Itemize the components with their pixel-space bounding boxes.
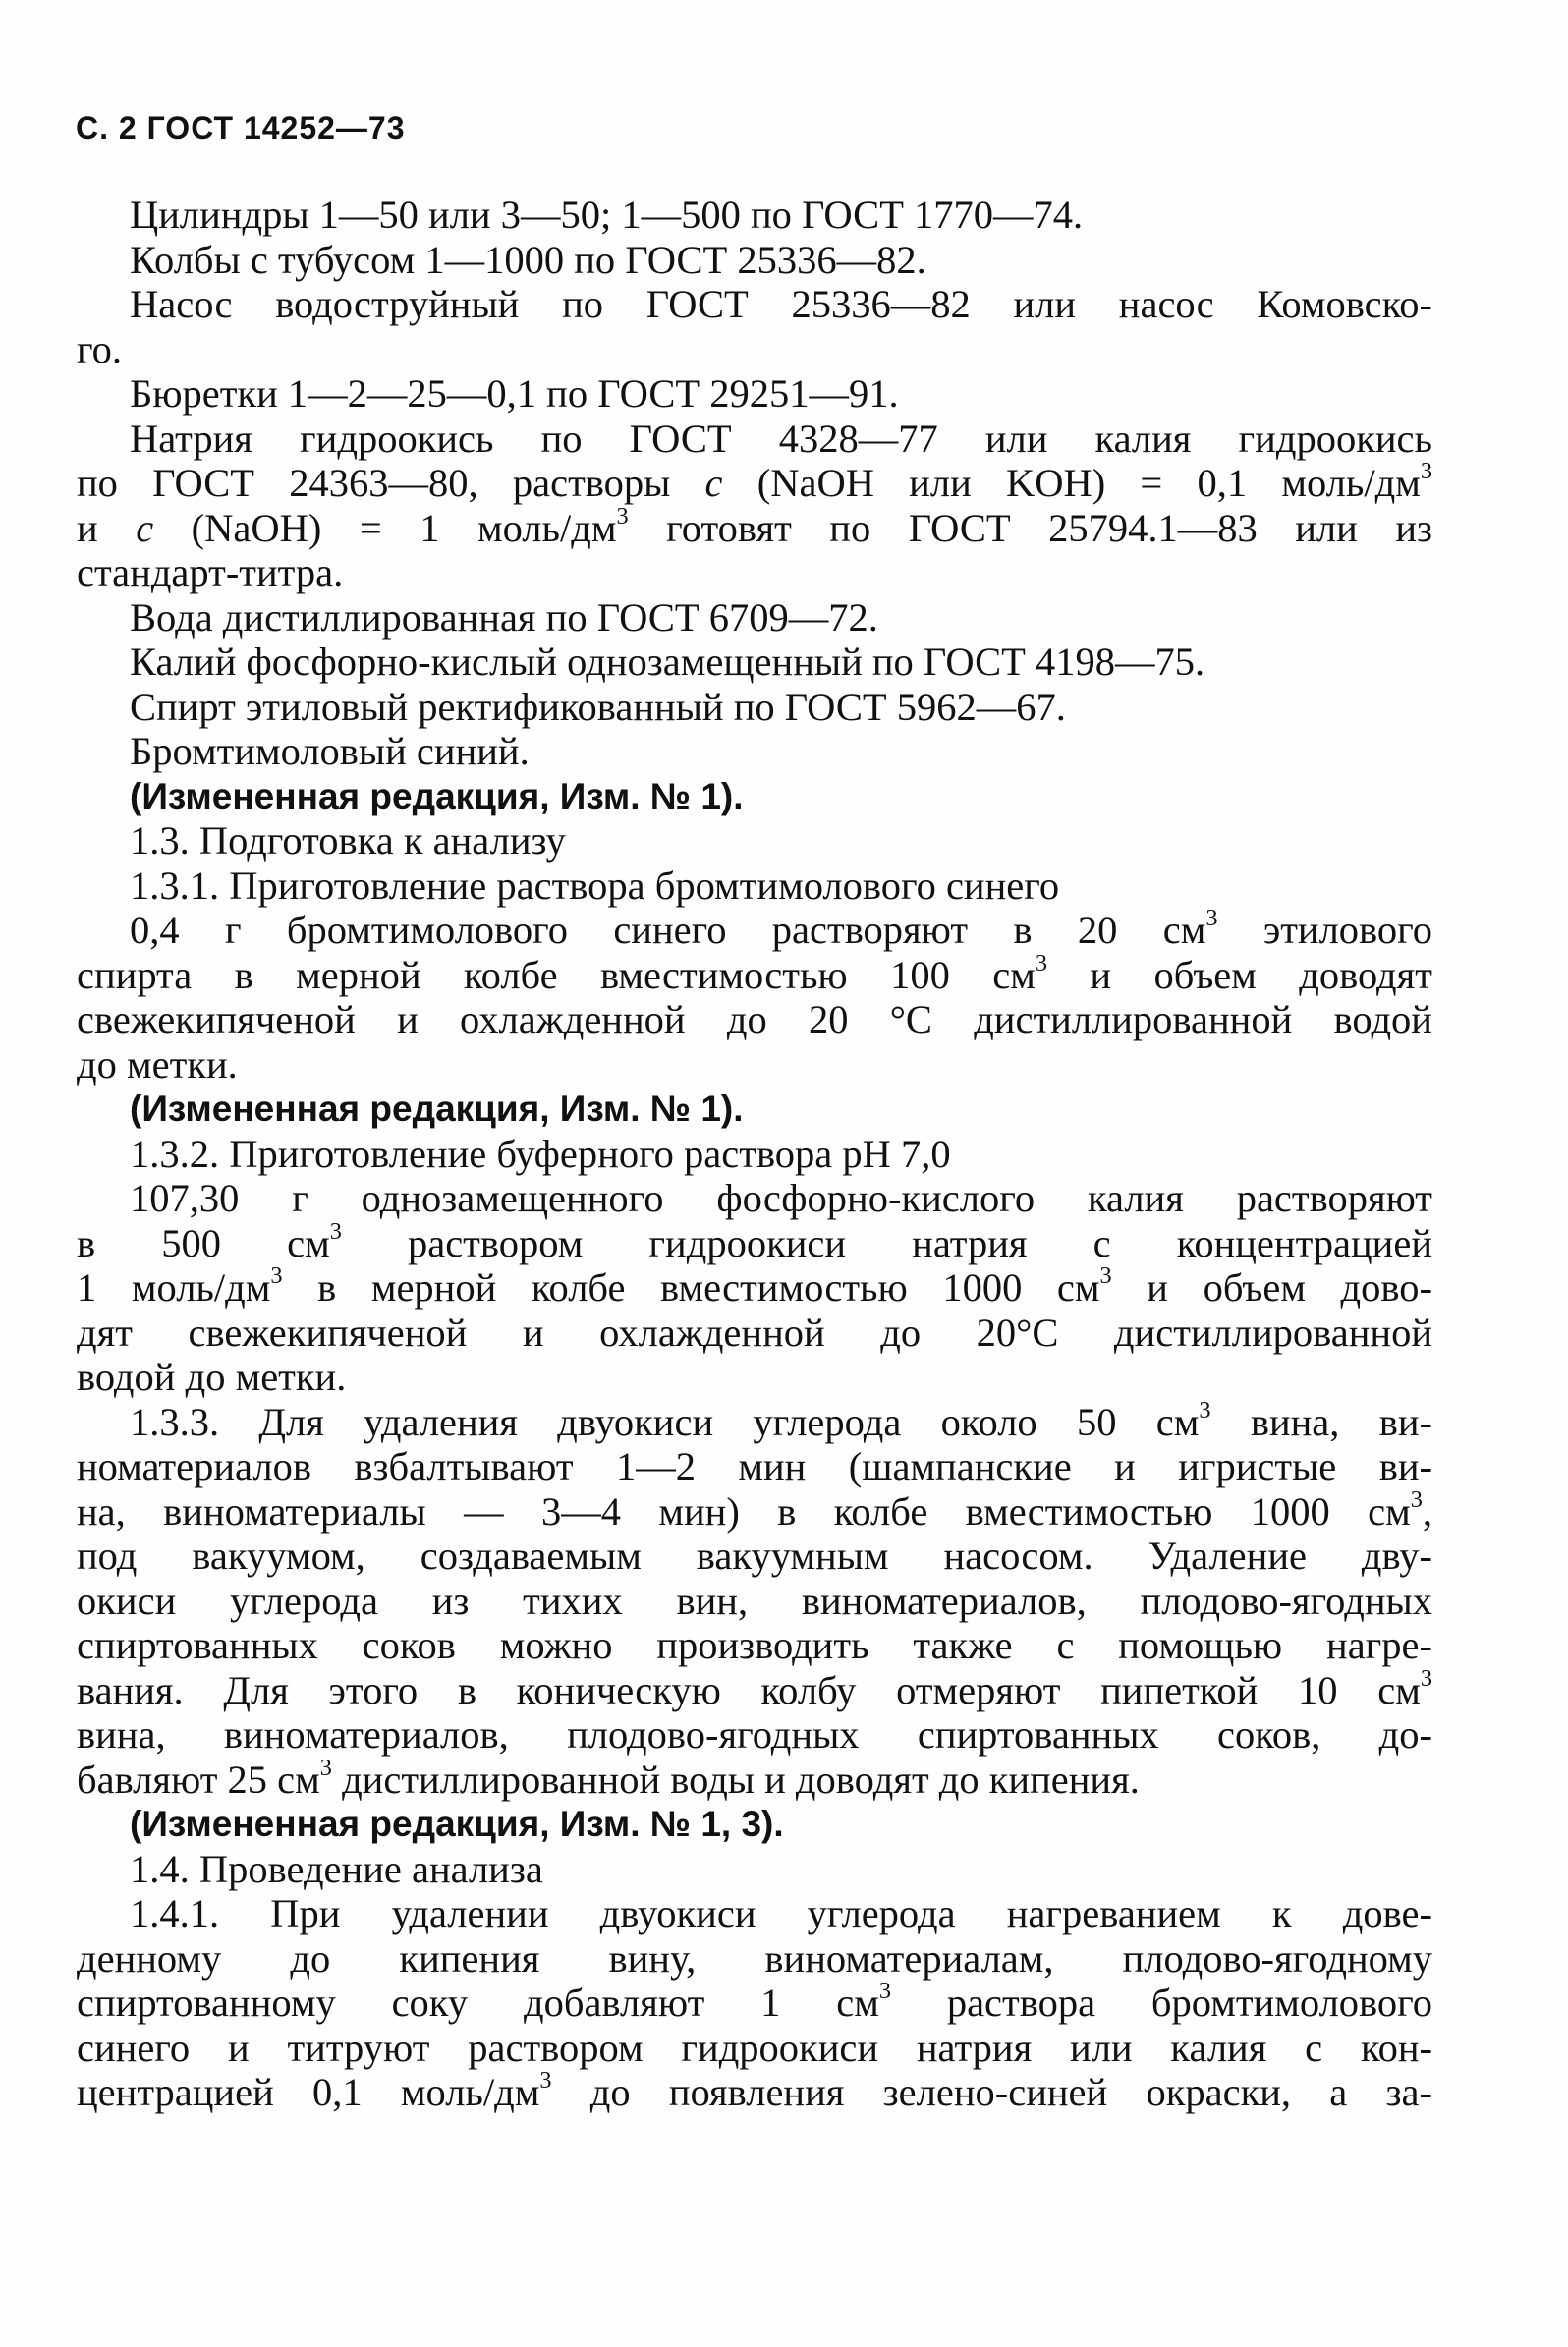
text-line: Калий фосфорно-кислый однозамещенный по ГОСТ 4198—75. <box>130 640 1205 684</box>
text-paragraph: 0,4 г бромтимолового синего растворяют в 20 $см^3$ этилового спирта в мерной колбе вместимостью 100 $см^3$ и объем доводят свежекипяченой и охлажденной до 20 °С дистиллированной водой до метки. <box>77 904 1432 1087</box>
text-line: Бюретки 1—2—25—0,1 по ГОСТ 29251—91. <box>130 371 899 416</box>
page-header: С. 2 ГОСТ 14252—73 <box>76 110 406 145</box>
text-paragraph: 1.4.1. При удалении двуокиси углерода нагреванием к дове- денному до кипения вину, виноматериалам, плодово-ягодному спиртованному соку добавляют 1 $см^3$ раствора бромтимолового синего и титруют раствором гидроокиси натрия или калия с кон- центрацией 0,1 моль/$дм^3$ до появления зелено-синей окраски, а за- <box>77 1891 1432 2114</box>
section-heading: 1.3. Подготовка к анализу <box>130 818 566 863</box>
text-paragraph: 1.3.3. Для удаления двуокиси углерода около 50 $см^3$ вина, ви- номатериалов взбалтывают 1—2 мин (шампанские и игристые ви- на, виноматериалы — 3—4 мин) в колбе вместимостью 1000 $см^3$, под вакуумом, создаваемым вакуумным насосом. Удаление дву- окиси углерода из тихих вин, виноматериалов, плодово-ягодных спиртованных соков можно производить также с помощью нагре- вания. Для этого в коническую колбу отмеряют пипеткой 10 $см^3$ вина, виноматериалов, плодово-ягодных спиртованных соков, до- бавляют 25 $см^3$ дистиллированной воды и доводят до кипения. <box>77 1396 1432 1802</box>
text-paragraph: Натрия гидроокись по ГОСТ 4328—77 или калия гидроокись по ГОСТ 24363—80, растворы c (NaOH или KOH) = 0,1 моль/$дм^3$ и c (NaOH) = 1 моль/$дм^3$ готовят по ГОСТ 25794.1—83 или из стандарт-титра. <box>77 416 1432 594</box>
subsection-heading: 1.3.1. Приготовление раствора бромтимолового синего <box>130 863 1060 908</box>
amendment-note: (Измененная редакция, Изм. № 1). <box>130 1089 744 1129</box>
text-line: Спирт этиловый ректификованный по ГОСТ 5962—67. <box>130 684 1066 729</box>
section-heading: 1.4. Проведение анализа <box>130 1846 543 1891</box>
text-line: Цилиндры 1—50 или 3—50; 1—500 по ГОСТ 1770—74. <box>130 193 1084 237</box>
subsection-heading: 1.3.2. Приготовление буферного раствора pH 7,0 <box>130 1131 951 1176</box>
text-line: Бромтимоловый синий. <box>130 729 530 773</box>
text-paragraph: 107,30 г однозамещенного фосфорно-кислого калия растворяют в 500 $см^3$ раствором гидроокиси натрия с концентрацией 1 моль/$дм^3$ в мерной колбе вместимостью 1000 $см^3$ и объем дово- дят свежекипяченой и охлажденной до 20°С дистиллированной водой до метки. <box>77 1176 1432 1399</box>
text-paragraph: Насос водоструйный по ГОСТ 25336—82 или насос Комовско- го. <box>77 282 1432 371</box>
text-line: Колбы с тубусом 1—1000 по ГОСТ 25336—82. <box>130 237 926 282</box>
document-body <box>77 193 1432 2115</box>
amendment-note: (Измененная редакция, Изм. № 1, 3). <box>130 1804 784 1844</box>
amendment-note: (Измененная редакция, Изм. № 1). <box>130 775 744 816</box>
text-line: Вода дистиллированная по ГОСТ 6709—72. <box>130 594 878 640</box>
